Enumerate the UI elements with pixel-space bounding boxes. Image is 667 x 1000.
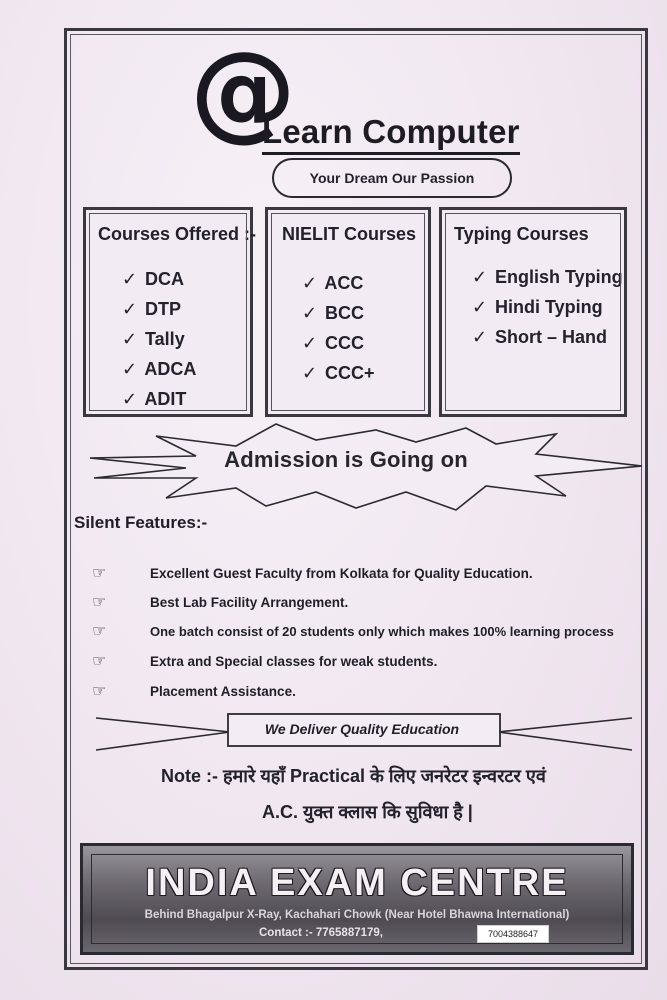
- nielit-courses-box: [265, 207, 431, 417]
- list-item: [122, 294, 196, 324]
- check-icon: ✓: [472, 267, 488, 287]
- box-heading: Typing Courses: [454, 224, 589, 244]
- check-icon: ✓: [122, 329, 138, 349]
- nielit-courses-list: [302, 268, 375, 388]
- pointing-hand-icon: ☞: [92, 594, 107, 611]
- brand-title: Learn Computer: [262, 112, 520, 155]
- course-name: CCC+: [325, 363, 375, 383]
- at-logo-icon: @: [190, 29, 294, 152]
- course-name: English Typing: [495, 267, 623, 287]
- course-name: ADIT: [144, 389, 187, 409]
- pointing-hand-icon: ☞: [92, 683, 107, 700]
- pointing-hand-icon: ☞: [92, 653, 107, 670]
- feature-text: Placement Assistance.: [150, 684, 296, 699]
- list-item: [302, 298, 375, 328]
- feature-text: Extra and Special classes for weak students.: [150, 654, 438, 669]
- ribbon-text: We Deliver Quality Education: [264, 721, 460, 737]
- check-icon: ✓: [472, 327, 488, 347]
- footer-banner: [80, 843, 634, 955]
- course-name: ACC: [324, 273, 364, 293]
- admission-banner-text: Admission is Going on: [224, 447, 468, 472]
- course-name: Hindi Typing: [495, 297, 603, 317]
- list-item: [122, 384, 196, 414]
- check-icon: ✓: [472, 297, 488, 317]
- course-name: Tally: [145, 329, 185, 349]
- courses-offered-box: [83, 207, 257, 417]
- course-name: ADCA: [144, 359, 197, 379]
- check-icon: ✓: [122, 389, 138, 409]
- check-icon: ✓: [302, 333, 318, 353]
- feature-text: Best Lab Facility Arrangement.: [150, 595, 349, 610]
- footer-address: Behind Bhagalpur X-Ray, Kachahari Chowk (Near Hotel Bhawna International): [144, 909, 570, 921]
- list-item: [472, 292, 623, 322]
- list-item: [472, 262, 623, 292]
- phone-sticker: 7004388647: [477, 925, 549, 943]
- check-icon: ✓: [302, 303, 318, 323]
- tagline-pill: Your Dream Our Passion: [272, 158, 512, 198]
- check-icon: ✓: [302, 363, 318, 383]
- list-item: [302, 328, 375, 358]
- footer-title: INDIA EXAM CENTRE: [145, 862, 569, 904]
- features-heading: Silent Features:-: [74, 513, 208, 532]
- check-icon: ✓: [122, 299, 138, 319]
- box-heading: NIELIT Courses: [282, 224, 417, 244]
- course-name: Short – Hand: [495, 327, 608, 347]
- feature-text: One batch consist of 20 students only which makes 100% learning process: [150, 624, 614, 639]
- course-name: DTP: [145, 299, 182, 319]
- course-name: DCA: [145, 269, 185, 289]
- course-name: BCC: [325, 303, 365, 323]
- list-item: [122, 324, 196, 354]
- pointing-hand-icon: ☞: [92, 623, 107, 640]
- list-item: [122, 264, 196, 294]
- list-item: [302, 358, 375, 388]
- typing-courses-box: [439, 207, 627, 417]
- list-item: [122, 354, 196, 384]
- courses-offered-list: [122, 264, 196, 414]
- check-icon: ✓: [302, 273, 318, 293]
- box-heading: Courses Offered :-: [98, 224, 257, 244]
- pointing-hand-icon: ☞: [92, 565, 107, 582]
- list-item: [302, 268, 375, 298]
- list-item: [472, 322, 623, 352]
- check-icon: ✓: [122, 359, 138, 379]
- footer-contact: Contact :- 7765887179,: [259, 927, 384, 939]
- typing-courses-list: [472, 262, 623, 352]
- feature-text: Excellent Guest Faculty from Kolkata for Quality Education.: [150, 566, 533, 581]
- course-name: CCC: [325, 333, 365, 353]
- note-line-2: A.C. युक्त क्लास कि सुविधा है |: [262, 802, 473, 822]
- note-line-1: Note :- हमारे यहाँ Practical के लिए जनरेटर इन्वरटर एवं: [161, 766, 546, 786]
- check-icon: ✓: [122, 269, 138, 289]
